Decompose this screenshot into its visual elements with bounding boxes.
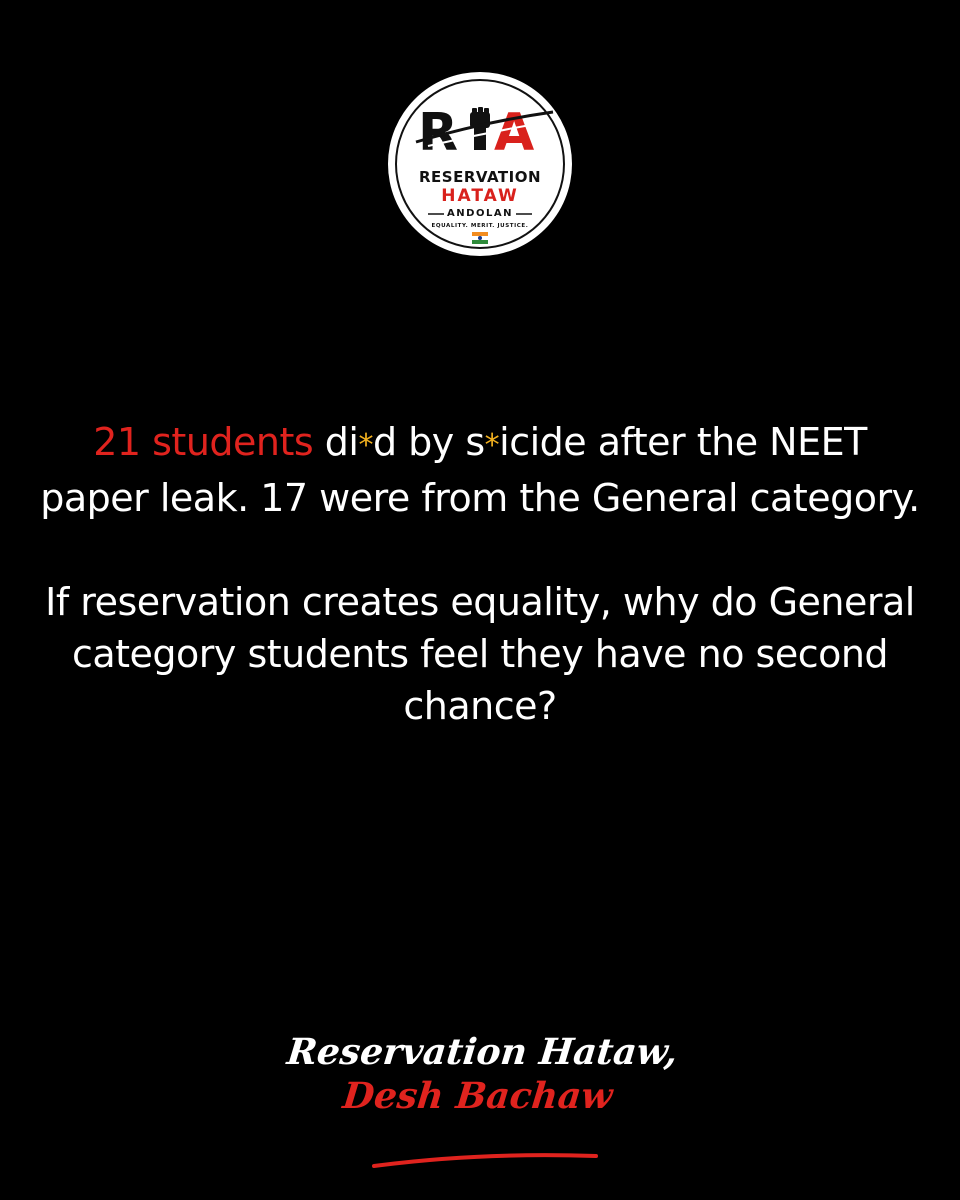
logo-line-reservation: RESERVATION xyxy=(418,168,542,186)
logo-line-andolan: ANDOLAN xyxy=(447,208,513,219)
text-fragment: icide after the NEET paper leak. 17 were from the General category. xyxy=(40,420,920,520)
svg-text:A: A xyxy=(494,103,535,163)
message-paragraph-2: If reservation creates equality, why do General category students feel they have no second chance? xyxy=(45,580,915,728)
message-paragraph-1 xyxy=(40,416,920,524)
logo-line-hataw: HATAW xyxy=(441,186,519,206)
rha-logo xyxy=(388,72,572,256)
logo-tagline: EQUALITY. MERIT. JUSTICE. xyxy=(431,223,529,229)
india-flag-icon xyxy=(472,232,488,244)
asterisk-icon: * xyxy=(358,428,373,463)
svg-text:R: R xyxy=(418,103,459,163)
slogan-line-1: Reservation Hataw, xyxy=(285,1031,680,1073)
brush-underline xyxy=(370,1148,600,1172)
text-fragment: d by s xyxy=(372,420,485,464)
slogan-line-2: Desh Bachaw xyxy=(340,1075,615,1117)
highlight-number: 21 students xyxy=(93,420,314,464)
slogan xyxy=(245,1030,714,1118)
message-text xyxy=(40,416,920,732)
raised-fist-icon xyxy=(470,107,490,150)
asterisk-icon: * xyxy=(484,428,500,463)
text-fragment: di xyxy=(313,420,359,464)
